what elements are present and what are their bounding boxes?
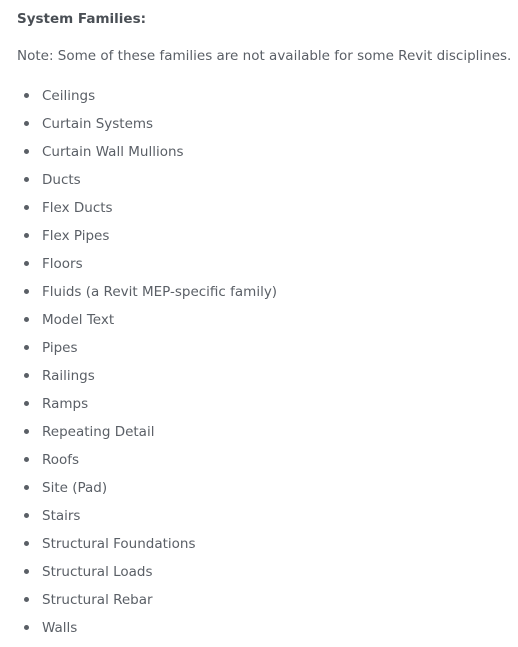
list-item-label: Structural Loads <box>42 564 153 580</box>
bullet-icon <box>24 345 29 350</box>
list-item-label: Ramps <box>42 396 89 412</box>
list-item-label: Ceilings <box>42 88 96 104</box>
bullet-icon <box>24 513 29 518</box>
bullet-icon <box>24 485 29 490</box>
bullet-icon <box>24 93 29 98</box>
list-item-label: Pipes <box>42 340 78 356</box>
list-item-label: Fluids (a Revit MEP-specific family) <box>42 284 278 300</box>
bullet-icon <box>24 541 29 546</box>
list-item-label: Structural Foundations <box>42 536 196 552</box>
bullet-icon <box>24 261 29 266</box>
list-item-label: Repeating Detail <box>42 424 155 440</box>
bullet-icon <box>24 149 29 154</box>
bullet-icon <box>24 597 29 602</box>
bullet-icon <box>24 289 29 294</box>
bullet-icon <box>24 233 29 238</box>
list-item-label: Walls <box>42 620 78 636</box>
list-item-label: Stairs <box>42 508 81 524</box>
bullet-icon <box>24 177 29 182</box>
note-text: Note: Some of these families are not available for some Revit disciplines. <box>17 48 512 64</box>
bullet-icon <box>24 569 29 574</box>
list-item-label: Flex Ducts <box>42 200 113 216</box>
list-item-label: Model Text <box>42 312 115 328</box>
list-item-label: Ducts <box>42 172 81 188</box>
list-item-label: Structural Rebar <box>42 592 153 608</box>
bullet-icon <box>24 317 29 322</box>
list-item-label: Roofs <box>42 452 80 468</box>
list-item-label: Curtain Systems <box>42 116 154 132</box>
list-item-label: Curtain Wall Mullions <box>42 144 184 160</box>
section-heading: System Families: <box>17 11 147 27</box>
list-item-label: Flex Pipes <box>42 228 110 244</box>
bullet-icon <box>24 625 29 630</box>
list-item-label: Railings <box>42 368 95 384</box>
list-item-label: Floors <box>42 256 83 272</box>
list-item-label: Site (Pad) <box>42 480 108 496</box>
bullet-icon <box>24 121 29 126</box>
bullet-icon <box>24 401 29 406</box>
bullet-icon <box>24 373 29 378</box>
bullet-icon <box>24 205 29 210</box>
bullet-icon <box>24 429 29 434</box>
bullet-icon <box>24 457 29 462</box>
